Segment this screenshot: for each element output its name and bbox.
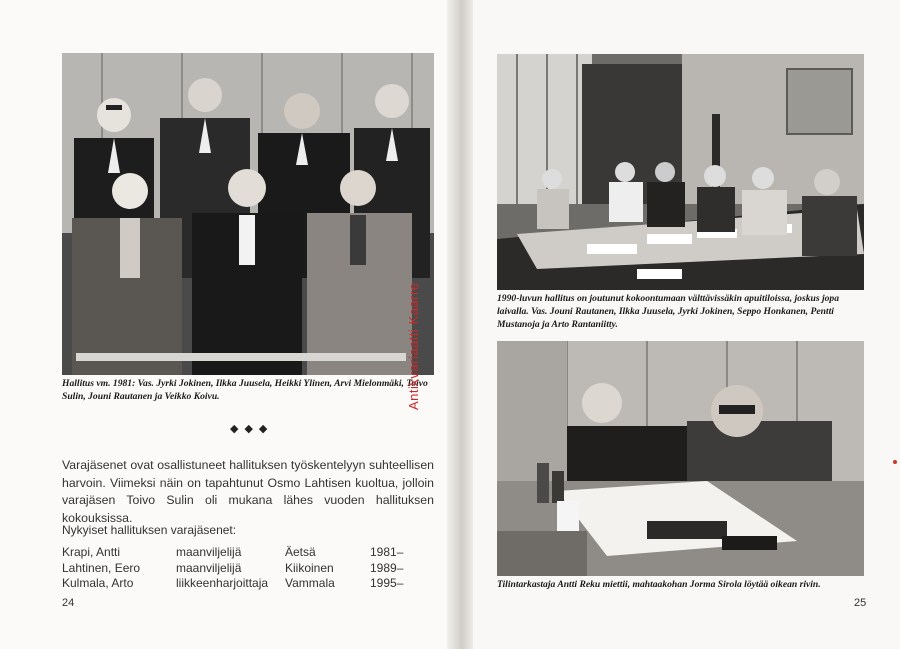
member-place: Vammala <box>285 576 335 591</box>
auditors-caption: Tilintarkastaja Antti Reku miettii, mahtaakohan Jorma Sirola löytää oikean rivin. <box>497 579 821 590</box>
auditors-photo <box>497 341 864 576</box>
page-number-right: 25 <box>854 597 867 609</box>
member-name: Krapi, Antti <box>62 545 121 559</box>
page-number-left: 24 <box>62 597 75 609</box>
meeting-room-caption: 1990-luvun hallitus on joutunut kokoontumaan välttävissäkin apuitiloissa, joskus jopa laivalla. Vas. Jouni Rautanen, Ilkka Juusela, Jyrki Jokinen, Seppo Honkanen, Pentti Mustanoja ja Arto Rantaniitty. <box>497 293 840 330</box>
member-row <box>62 545 434 561</box>
member-name: Kulmala, Arto <box>62 576 134 591</box>
members-heading: Nykyiset hallituksen varajäsenet: <box>62 523 237 537</box>
member-occupation: maanviljelijä <box>176 545 242 559</box>
book-gutter <box>447 0 473 649</box>
seller-stamp <box>388 230 448 410</box>
member-occupation: liikkeenharjoittaja <box>176 576 269 591</box>
member-place: Äetsä <box>285 545 316 559</box>
deputy-members-list <box>62 523 434 592</box>
member-row <box>62 561 434 577</box>
stamp-text: Antikvariaatti Kaarre <box>406 282 421 410</box>
ink-mark <box>893 460 897 464</box>
member-row <box>62 576 434 592</box>
member-years: 1989– <box>370 560 404 575</box>
deputies-paragraph: Varajäsenet ovat osallistuneet hallituksen työskentelyyn suhteellisen harvoin. Viimeksi näin on tapahtunut Osmo Lahtisen kuoltua, jolloin varajäsen Toivo Sulin oli mukana lähes vuoden hallituksen kokouksissa. <box>62 458 434 525</box>
member-occupation: maanviljelijä <box>176 560 242 575</box>
board-1981-caption: Hallitus vm. 1981: Vas. Jyrki Jokinen, Ilkka Juusela, Heikki Ylinen, Arvi Mielonmäki, Toivo Sulin, Jouni Rautanen ja Veikko Koivu. <box>62 378 428 402</box>
member-years: 1981– <box>370 545 404 559</box>
meeting-room-photo <box>497 54 864 290</box>
section-separator: ◆◆◆ <box>230 423 274 435</box>
member-name: Lahtinen, Eero <box>62 560 141 575</box>
member-years: 1995– <box>370 576 404 591</box>
member-place: Kiikoinen <box>285 560 334 575</box>
board-1981-photo <box>62 53 434 375</box>
